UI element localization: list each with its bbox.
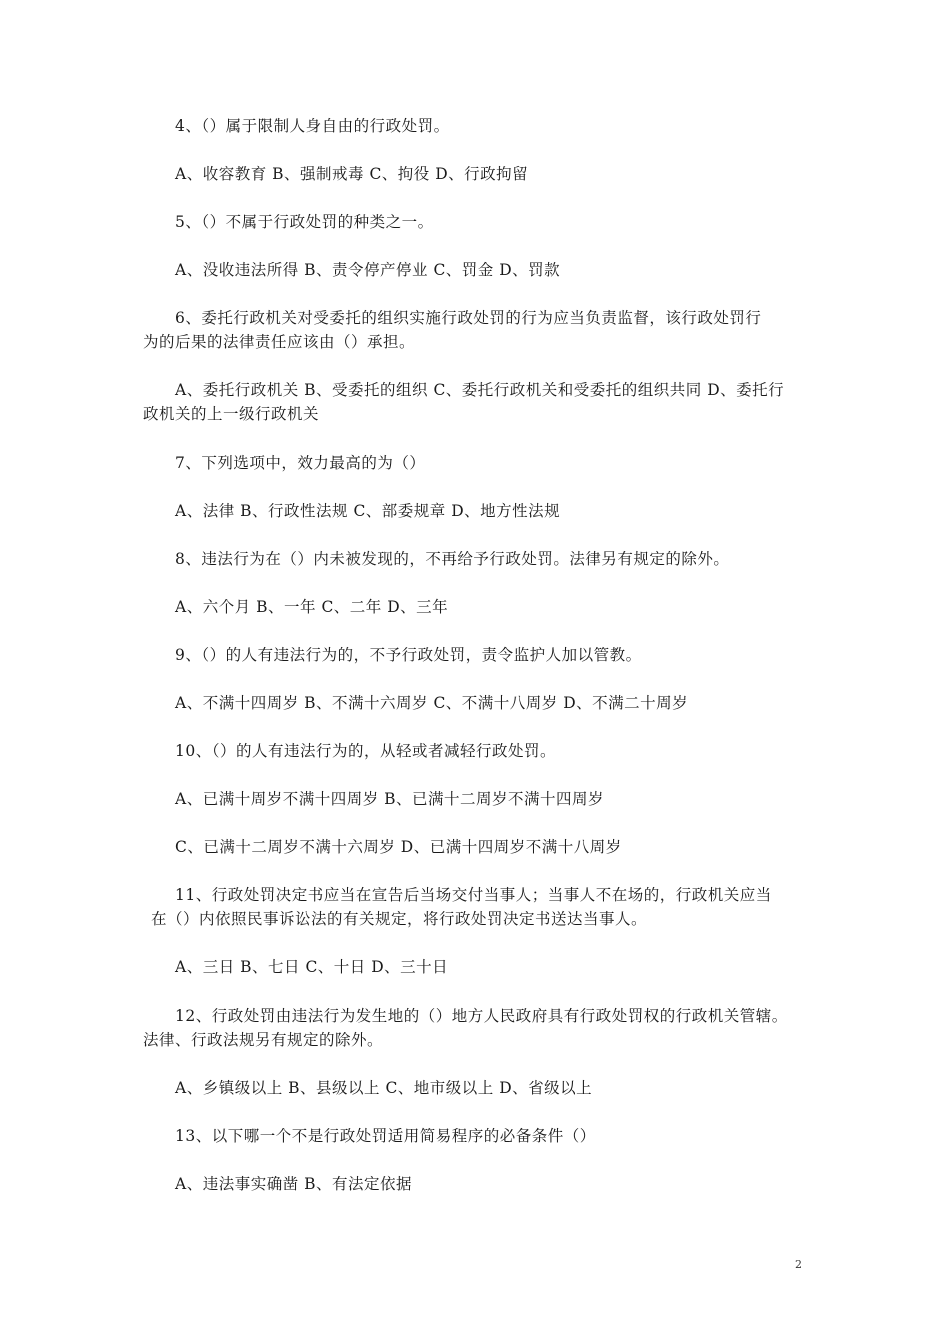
- question-6-line-2: [143, 330, 415, 354]
- question-7: [175, 451, 425, 475]
- question-10: [175, 739, 556, 763]
- text-line: 在（）内依照民事诉讼法的有关规定，将行政处罚决定书送达当事人。: [151, 910, 648, 928]
- text-line: A、已满十周岁不满十四周岁 B、已满十二周岁不满十四周岁: [175, 790, 605, 808]
- text-line: 7、下列选项中，效力最高的为（）: [175, 454, 426, 472]
- options-12: [175, 1076, 592, 1100]
- text-line: 4、（）属于限制人身自由的行政处罚。: [175, 117, 450, 135]
- options-10-c-d: [175, 835, 622, 859]
- text-line: 9、（）的人有违法行为的，不予行政处罚，责令监护人加以管教。: [175, 646, 642, 664]
- options-6-line-2: [143, 402, 319, 426]
- text-line: A、收容教育 B、强制戒毒 C、拘役 D、行政拘留: [175, 165, 529, 183]
- question-9: [175, 643, 642, 667]
- text-line: C、已满十二周岁不满十六周岁 D、已满十四周岁不满十八周岁: [175, 838, 622, 856]
- options-6-line-1: [175, 378, 784, 402]
- question-8: [175, 547, 729, 571]
- text-line: A、乡镇级以上 B、县级以上 C、地市级以上 D、省级以上: [175, 1079, 593, 1097]
- text-line: 12、行政处罚由违法行为发生地的（）地方人民政府具有行政处罚权的行政机关管辖。: [175, 1007, 788, 1025]
- text-line: A、没收违法所得 B、责令停产停业 C、罚金 D、罚款: [175, 261, 561, 279]
- question-5: [175, 210, 434, 234]
- text-line: A、六个月 B、一年 C、二年 D、三年: [175, 598, 449, 616]
- question-11-line-2: [151, 907, 647, 931]
- options-13: [175, 1172, 412, 1196]
- text-line: A、三日 B、七日 C、十日 D、三十日: [175, 958, 449, 976]
- text-line: 6、委托行政机关对受委托的组织实施行政处罚的行为应当负责监督，该行政处罚行: [175, 309, 762, 327]
- options-11: [175, 955, 448, 979]
- question-12-line-1: [175, 1004, 788, 1028]
- options-10-a-b: [175, 787, 604, 811]
- text-line: A、违法事实确凿 B、有法定依据: [175, 1175, 413, 1193]
- options-4: [175, 162, 528, 186]
- text-line: 法律、行政法规另有规定的除外。: [143, 1031, 384, 1049]
- text-line: 5、（）不属于行政处罚的种类之一。: [175, 213, 434, 231]
- text-line: 11、行政处罚决定书应当在宣告后当场交付当事人；当事人不在场的，行政机关应当: [175, 886, 772, 904]
- text-line: 10、（）的人有违法行为的，从轻或者减轻行政处罚。: [175, 742, 556, 760]
- question-12-line-2: [143, 1028, 383, 1052]
- options-5: [175, 258, 560, 282]
- text-line: 政机关的上一级行政机关: [143, 405, 320, 423]
- question-11-line-1: [175, 883, 772, 907]
- text-line: A、法律 B、行政性法规 C、部委规章 D、地方性法规: [175, 502, 561, 520]
- question-6-line-1: [175, 306, 761, 330]
- options-7: [175, 499, 560, 523]
- options-8: [175, 595, 448, 619]
- text-line: 8、违法行为在（）内未被发现的，不再给予行政处罚。法律另有规定的除外。: [175, 550, 730, 568]
- text-line: A、委托行政机关 B、受委托的组织 C、委托行政机关和受委托的组织共同 D、委托行: [175, 381, 785, 399]
- options-9: [175, 691, 688, 715]
- question-4: [175, 114, 450, 138]
- text-line: 13、以下哪一个不是行政处罚适用简易程序的必备条件（）: [175, 1127, 596, 1145]
- text-line: 为的后果的法律责任应该由（）承担。: [143, 333, 416, 351]
- question-13: [175, 1124, 596, 1148]
- text-line: A、不满十四周岁 B、不满十六周岁 C、不满十八周岁 D、不满二十周岁: [175, 694, 689, 712]
- page-number: 2: [795, 1258, 802, 1271]
